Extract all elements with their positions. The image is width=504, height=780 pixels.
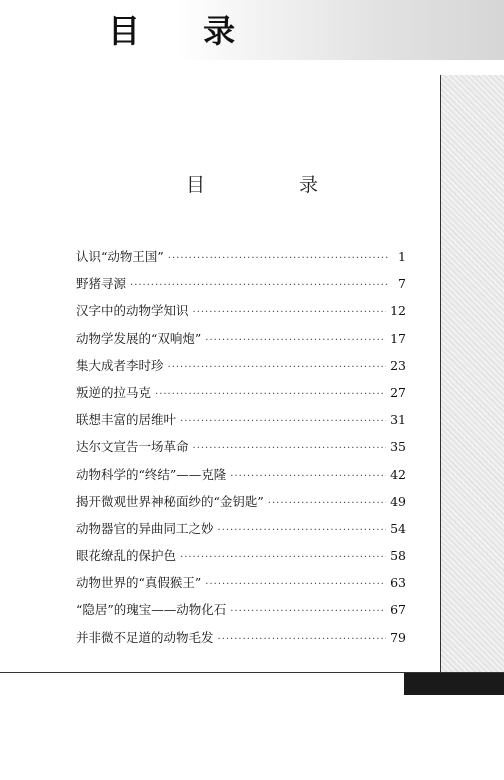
toc-entry[interactable] [76,301,406,328]
toc-entry-page: 79 [390,629,406,645]
toc-entry[interactable] [76,410,406,437]
toc-entry-title: 达尔文宣告一场革命 [76,439,189,455]
toc-leader-dots [218,525,387,536]
toc-entry[interactable] [76,465,406,492]
toc-entry[interactable] [76,437,406,464]
toc-entry[interactable] [76,519,406,546]
toc-entry-page: 58 [390,548,406,564]
toc-entry[interactable] [76,274,406,301]
toc-entry-page: 23 [390,357,406,373]
toc-entry[interactable] [76,247,406,274]
toc-leader-dots [193,443,387,454]
toc-entry-page: 67 [390,602,406,618]
toc-leader-dots [180,416,386,427]
toc-entry-title: 并非微不足道的动物毛发 [76,629,214,645]
toc-entry-title: “隐居”的瑰宝——动物化石 [76,602,227,618]
toc-entry[interactable] [76,546,406,573]
toc-leader-dots [180,552,386,563]
table-of-contents [76,247,406,655]
toc-entry-title: 动物器官的异曲同工之妙 [76,520,214,536]
toc-entry[interactable] [76,356,406,383]
toc-entry[interactable] [76,600,406,627]
toc-entry-title: 汉字中的动物学知识 [76,303,189,319]
toc-leader-dots [205,335,386,346]
toc-entry-title: 叛逆的拉马克 [76,384,152,400]
toc-entry-title: 集大成者李时珍 [76,357,164,373]
toc-entry-page: 35 [390,439,406,455]
toc-entry[interactable] [76,492,406,519]
toc-entry-title: 动物学发展的“双响炮” [76,330,202,346]
toc-entry-page: 12 [390,303,406,319]
corner-tab [404,673,504,695]
toc-leader-dots [230,471,386,482]
toc-entry[interactable] [76,628,406,655]
page-edge-shadow [440,75,504,675]
toc-entry-title: 动物科学的“终结”——克隆 [76,466,227,482]
toc-entry-page: 49 [390,493,406,509]
toc-leader-dots [130,280,388,291]
toc-entry-title: 野猪寻源 [76,276,127,292]
toc-entry-page: 1 [398,249,406,264]
toc-entry-page: 7 [398,276,406,292]
toc-leader-dots [268,498,386,509]
toc-entry-title: 眼花缭乱的保护色 [76,548,177,564]
toc-title: 目 录 [185,174,363,196]
toc-entry-page: 54 [390,520,406,536]
toc-leader-dots [230,606,386,617]
toc-entry-title: 动物世界的“真假猴王” [76,575,202,591]
toc-entry[interactable] [76,329,406,356]
toc-leader-dots [218,634,387,645]
header-title: 目 录 [108,12,262,50]
toc-entry-page: 63 [390,575,406,591]
toc-leader-dots [168,362,387,373]
toc-entry-title: 认识“动物王国” [76,249,164,264]
toc-leader-dots [193,307,387,318]
toc-entry-title: 揭开微观世界神秘面纱的“金钥匙” [76,493,264,509]
toc-entry[interactable] [76,573,406,600]
toc-entry-title: 联想丰富的居维叶 [76,412,177,428]
toc-entry[interactable] [76,383,406,410]
toc-leader-dots [168,253,388,264]
toc-leader-dots [205,579,386,590]
toc-entry-page: 27 [390,384,406,400]
toc-entry-page: 42 [390,466,406,482]
toc-entry-page: 31 [390,412,406,428]
toc-entry-page: 17 [390,330,406,346]
page-edge-line [440,75,441,675]
toc-leader-dots [155,389,386,400]
